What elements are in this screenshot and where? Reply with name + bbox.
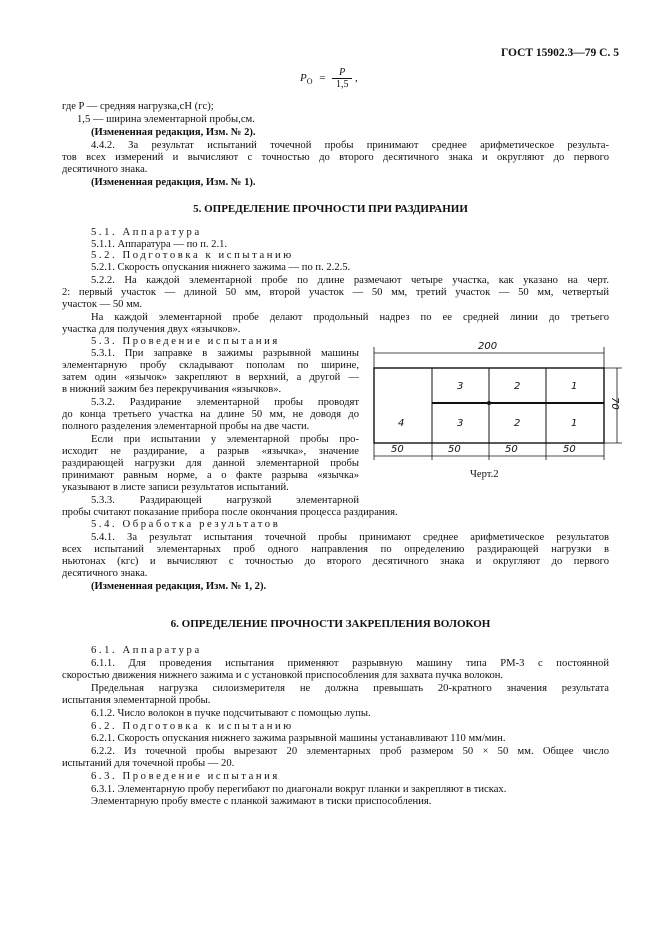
para-line: Если при испытании у элементарной пробы про-: [91, 434, 359, 445]
page-header: ГОСТ 15902.3—79 С. 5: [500, 47, 619, 59]
zone-label: 1: [571, 418, 578, 429]
zone-label: 1: [571, 381, 578, 392]
para-line: 5.3.2. Раздирание элементарной пробы проводят: [91, 397, 359, 408]
formula-eq: =: [319, 72, 326, 85]
para-line: тов всех измерений и вычисляют с точностью до второго десятичного знака и округляют до первого: [62, 152, 609, 163]
para-line: всех испытаний элементарных проб одного направления по определению раздирающей нагрузки в: [62, 544, 609, 555]
amendment-note: (Измененная редакция, Изм. № 1, 2).: [91, 581, 267, 592]
para-line: принимают равным норме, а о факте разрыва «язычка»: [62, 470, 359, 481]
amendment-note: (Измененная редакция, Изм. № 1).: [91, 177, 256, 188]
figure-caption: Черт.2: [470, 469, 499, 480]
dimension-top-label: 200: [478, 341, 498, 352]
para-line: исходит не раздирание, а разрыв «язычка», значение: [62, 446, 359, 457]
specimen-drawing: [360, 336, 630, 491]
para-line: 2: первый участок — длиной 50 мм, второй участок — 50 мм, третий участок — 50 мм, четвертый: [62, 287, 609, 298]
para-line: указывают в листе записи результатов испытаний.: [62, 482, 289, 493]
subsection-heading: 6.2. Подготовка к испытанию: [91, 721, 294, 732]
para-line: На каждой элементарной пробе делают продольный надрез по ее средней линии до третьего: [91, 312, 609, 323]
para-line: до конца третьего участка на длине 50 мм, не доводя до: [62, 409, 359, 420]
para-line: 4.4.2. За результат испытаний точечной пробы принимают среднее арифметическое результа-: [91, 140, 609, 151]
subsection-heading: 5.1. Аппаратура: [91, 227, 202, 238]
subsection-heading: 5.2. Подготовка к испытанию: [91, 250, 294, 261]
para-line: Предельная нагрузка силоизмерителя не должна превышать 20-кратного значения результата: [91, 683, 609, 694]
para-line: 5.4.1. За результат испытания точечной пробы принимают среднее арифметическое результатов: [91, 532, 609, 543]
para-line: 5.3.3. Раздирающей нагрузкой элементарной: [91, 495, 359, 506]
formula-lhs: P: [300, 72, 307, 85]
section-5-title: 5. ОПРЕДЕЛЕНИЕ ПРОЧНОСТИ ПРИ РАЗДИРАНИИ: [193, 203, 468, 215]
para-line: десятичного знака.: [62, 568, 148, 579]
para-line: 5.2.2. На каждой элементарной пробе по длине размечают четыре участка, как указано на черт.: [91, 275, 609, 286]
zone-label: 2: [514, 381, 521, 392]
zone-label: 2: [514, 418, 521, 429]
formula-subscript: О: [306, 77, 313, 87]
para-line: 6.2.1. Скорость опускания нижнего зажима разрывной машины устанавливают 110 мм/мин.: [91, 733, 506, 744]
para-line: 5.3.1. При заправке в зажимы разрывной машины: [91, 348, 359, 359]
width-line: 1,5 — ширина элементарной пробы,см.: [77, 114, 255, 125]
section-6-title: 6. ОПРЕДЕЛЕНИЕ ПРОЧНОСТИ ЗАКРЕПЛЕНИЯ ВОЛОКОН: [170, 618, 491, 630]
para-line: испытания элементарной пробы.: [62, 695, 211, 706]
para-line: элементарную пробу складывают пополам по ширине,: [62, 360, 359, 371]
where-line: где P — средняя нагрузка,сН (гс);: [62, 101, 214, 112]
formula-denominator: 1,5: [332, 78, 352, 90]
formula-numerator: P: [339, 67, 346, 78]
dimension-side-label: 70: [609, 397, 620, 410]
para-line: Элементарную пробу вместе с планкой зажимают в тиски приспособления.: [91, 796, 432, 807]
para-line: 6.1.1. Для проведения испытания применяют разрывную машину типа РМ-3 с постоянной: [91, 658, 609, 669]
para-line: 6.3.1. Элементарную пробу перегибают по диагонали вокруг планки и закрепляют в тисках.: [91, 784, 507, 795]
formula: [300, 67, 358, 90]
para-line: 5.1.1. Аппаратура — по п. 2.1.: [91, 239, 228, 250]
para-line: участка для получения двух «язычков».: [62, 324, 241, 335]
dimension-bottom-label: 50: [505, 444, 518, 455]
para-line: участок — 50 мм.: [62, 299, 143, 310]
dimension-bottom-label: 50: [448, 444, 461, 455]
formula-end: ,: [354, 72, 358, 85]
subsection-heading: 5.4. Обработка результатов: [91, 519, 281, 530]
dimension-bottom-label: 50: [391, 444, 404, 455]
para-line: пробы считают показание прибора после окончания процесса раздирания.: [62, 507, 398, 518]
para-line: раздирающей нагрузки для данной элементарной пробы: [62, 458, 359, 469]
para-line: ньютонах (кгс) и вычисляют с точностью до второго десятичного знака и округляют до первого: [62, 556, 609, 567]
para-line: 6.1.2. Число волокон в пучке подсчитывают с помощью лупы.: [91, 708, 371, 719]
para-line: в нижний зажим без перекручивания «язычков».: [62, 384, 282, 395]
para-line: полного разделения элементарной пробы на две части.: [62, 421, 310, 432]
zone-label: 4: [398, 418, 405, 429]
dimension-bottom-label: 50: [563, 444, 576, 455]
para-line: затем один «язычок» закрепляют в верхний, а другой —: [62, 372, 359, 383]
para-line: испытаний для точечной пробы — 20.: [62, 758, 235, 769]
zone-label: 3: [457, 381, 464, 392]
para-line: 5.2.1. Скорость опускания нижнего зажима — по п. 2.2.5.: [91, 262, 351, 273]
subsection-heading: 5.3. Проведение испытания: [91, 336, 280, 347]
zone-label: 3: [457, 418, 464, 429]
subsection-heading: 6.1. Аппаратура: [91, 645, 202, 656]
subsection-heading: 6.3. Проведение испытания: [91, 771, 280, 782]
para-line: скоростью движения нижнего зажима и с установкой приспособления для захвата пучка волокон.: [62, 670, 504, 681]
amendment-note: (Измененная редакция, Изм. № 2).: [91, 127, 256, 138]
para-line: 6.2.2. Из точечной пробы вырезают 20 элементарных проб размером 50 × 50 мм. Общее число: [91, 746, 609, 757]
para-line: десятичного знака.: [62, 164, 148, 175]
